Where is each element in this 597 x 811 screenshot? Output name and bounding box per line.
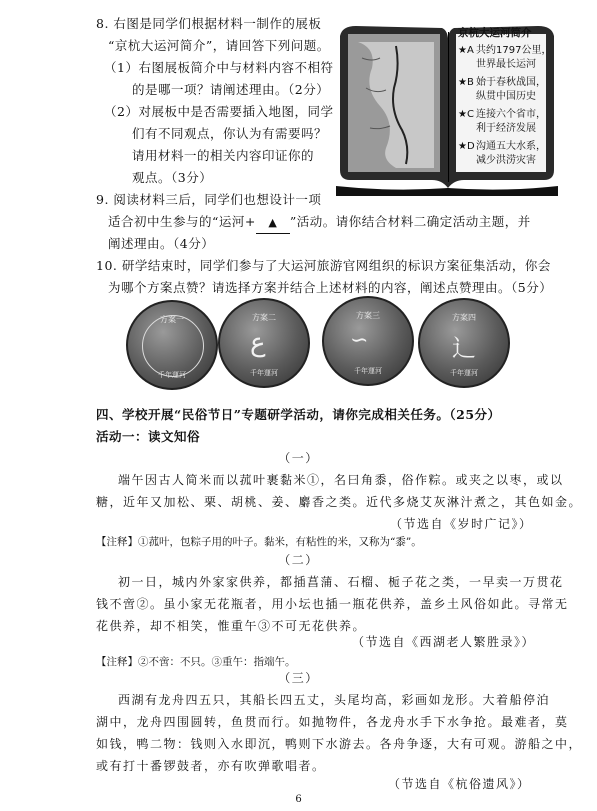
q8-line-3: （1）右图展板简介中与材料内容不相符 (104, 60, 334, 75)
passage-1-number: （一） (278, 451, 319, 465)
board-item-c-line1: 连接六个省市， (476, 109, 546, 120)
blank-triangle-icon: ▲ (256, 212, 290, 234)
board-item-a-line2: 世界最长运河 (476, 59, 536, 70)
logo-proposal-1 (126, 300, 218, 390)
q8-line-4: 的是哪一项？请阐述理由。（2分） (132, 82, 330, 97)
board-item-a-line1: 共约1797公里， (476, 45, 552, 56)
passage-2-line-1: 初一日，城内外家家供养，都插菖蒲、石榴、栀子花之类，一早卖一万贯花 (118, 575, 564, 589)
board-item-b-marker: ★B (458, 77, 474, 88)
board-item-d-line1: 沟通五大水系， (476, 141, 546, 152)
passage-2-source: （节选自《西湖老人繁胜录》） (352, 635, 536, 649)
board-item-b-line2: 纵贯中国历史 (476, 91, 536, 102)
section-4-title: 四、学校开展“民俗节日”专题研学活动，请你完成相关任务。（25分） (96, 407, 501, 422)
q8-line-8: 观点。（3分） (132, 170, 213, 185)
q10-line-2: 为哪个方案点赞？请选择方案并结合上述材料的内容，阐述点赞理由。（5分） (108, 280, 553, 295)
logo-proposal-3 (322, 296, 414, 386)
q8-line-7: 请用材料一的相关内容印证你的 (132, 148, 315, 163)
passage-1-source: （节选自《岁时广记》） (390, 517, 533, 531)
q10-line-1: 10. 研学结束时，同学们参与了大运河旅游官网组织的标识方案征集活动，你会 (96, 258, 551, 273)
q8-line-5: （2）对展板中是否需要插入地图，同学 (104, 104, 334, 119)
logo-proposal-1-sub: 千年運河 (158, 371, 186, 379)
swirl-icon: ع (250, 328, 266, 358)
wave-circle-icon (142, 315, 204, 377)
passage-1-line-2: 糖，近年又加松、栗、胡桃、姜、麝香之类。近代多烧艾灰淋汁煮之，其色如金。 (96, 495, 583, 509)
passage-1-line-1: 端午因古人简米而以菰叶裹黏米①，名曰角黍，俗作粽。或夹之以枣，或以 (118, 473, 564, 487)
passage-3-line-3: 如钱，鸭二物：钱则入水即沉，鸭则下水游去。各舟争逐，大有可观。游船之中， (96, 737, 583, 751)
board-item-d-marker: ★D (458, 141, 475, 152)
board-item-a-marker: ★A (458, 45, 474, 56)
q9-line-2 (108, 211, 531, 234)
logo-proposal-2-label: 方案二 (252, 313, 276, 322)
dragon-icon: ∽ (350, 328, 369, 353)
q9-line-2-prefix: 适合初中生参与的“运河+ (108, 214, 256, 229)
passage-3-number: （三） (278, 671, 319, 685)
activity-1-heading: 活动一：读文知俗 (96, 429, 201, 444)
q8-line-1: 8. 右图是同学们根据材料一制作的展板 (96, 16, 322, 31)
passage-2-note: 【注释】②不啻：不只。③重午：指端午。 (96, 656, 296, 668)
passage-2-line-3: 花供养，却不相笑，惟重午③不可无花供养。 (96, 619, 367, 633)
passage-3-source: （节选自《杭俗遗风》） (388, 777, 531, 791)
exhibition-board (336, 18, 558, 196)
logo-proposal-3-sub: 千年運河 (354, 367, 382, 375)
logo-proposal-4 (418, 298, 510, 388)
passage-3-line-2: 湖中，龙舟四围圆转，鱼贯而行。如抛物件，各龙舟水手下水争抢。最难者，莫 (96, 715, 569, 729)
board-item-c-line2: 利于经济发展 (476, 123, 536, 134)
logo-proposal-1-label: 方案一 (160, 315, 184, 324)
brush-stroke-icon: 辶 (452, 334, 476, 362)
q9-line-3: 阐述理由。（4分） (108, 236, 215, 251)
q9-line-1: 9. 阅读材料三后，同学们也想设计一项 (96, 192, 322, 207)
logo-proposal-2 (218, 298, 310, 388)
board-item-c-marker: ★C (458, 109, 474, 120)
logo-proposal-4-label: 方案四 (452, 313, 476, 322)
passage-2-line-2: 钱不啻②。虽小家无花瓶者，用小坛也插一瓶花供养，盖乡土风俗如此。寻常无 (96, 597, 569, 611)
q8-line-2: “京杭大运河简介”，请回答下列问题。 (108, 38, 330, 53)
logo-proposal-2-sub: 千年運河 (250, 369, 278, 377)
logo-proposal-4-sub: 千年運河 (450, 369, 478, 377)
passage-2-number: （二） (278, 553, 319, 567)
board-title: 京杭大运河简介 (458, 27, 532, 39)
passage-3-line-4: 或有打十番锣鼓者，亦有吹弹歌唱者。 (96, 759, 326, 773)
logo-proposal-3-label: 方案三 (356, 311, 380, 320)
board-item-d-line2: 减少洪涝灾害 (476, 155, 536, 166)
q8-line-6: 们有不同观点，你认为有需要吗？ (132, 126, 328, 141)
passage-1-note: 【注释】①菰叶，包粽子用的叶子。黏米，有粘性的米，又称为“黍”。 (96, 536, 422, 548)
page-number: 6 (295, 794, 302, 805)
passage-3-line-1: 西湖有龙舟四五只，其船长四五丈，头尾均高，彩画如龙形。大着船停泊 (118, 693, 551, 707)
q9-line-2-suffix: ”活动。请你结合材料二确定活动主题，并 (289, 214, 531, 229)
board-item-b-line1: 始于春秋战国， (476, 77, 546, 88)
